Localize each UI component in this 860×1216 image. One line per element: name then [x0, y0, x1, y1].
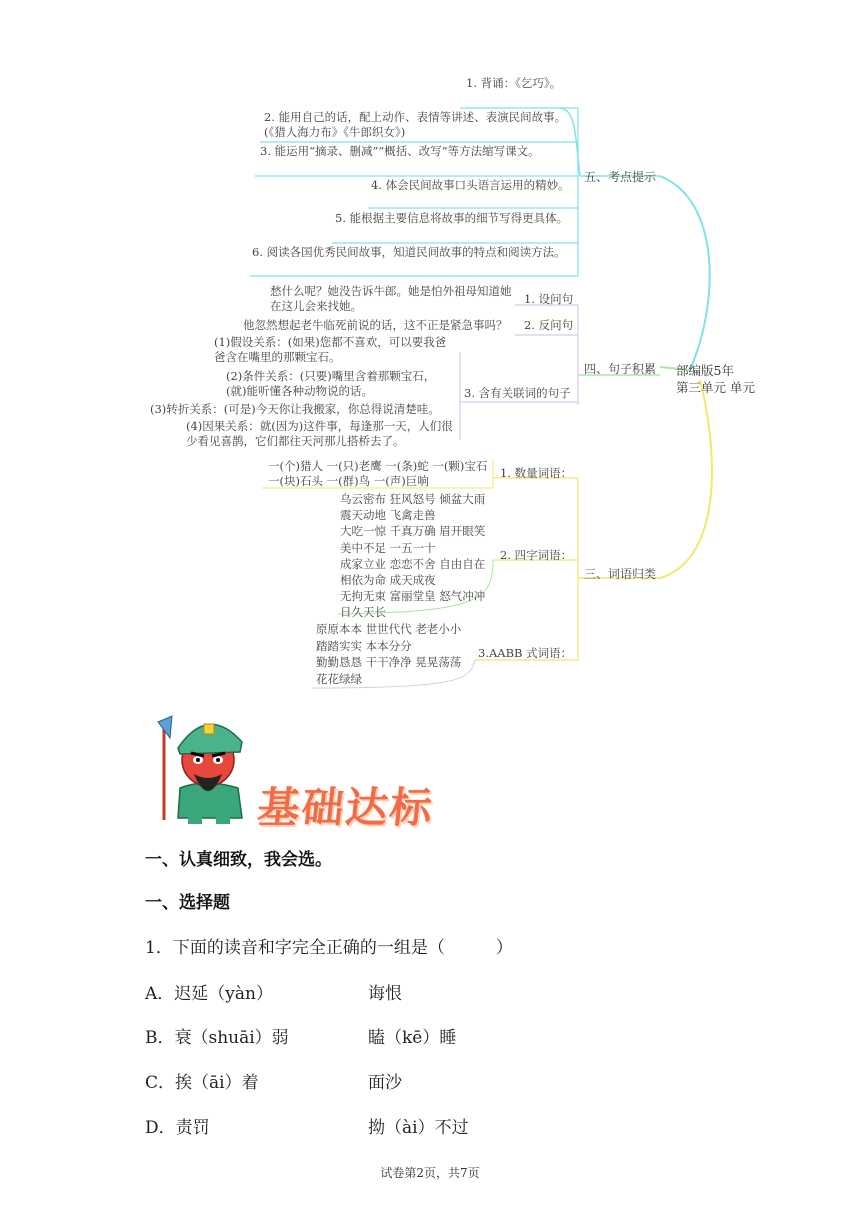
guanlian-item-3: (3)转折关系：(可是)今天你让我搬家，你总得说清楚哇。 — [150, 402, 440, 416]
sizi-line-7: 无拘无束 富丽堂皇 怒气冲冲 — [340, 589, 486, 604]
sizi-line-4: 美中不足 一五一十 — [340, 540, 436, 555]
option-a-left: A．迟延（yàn） — [145, 984, 273, 1004]
guanlian-item-2: (2)条件关系：(只要)嘴里含着那颗宝石，(就)能听懂各种动物说的话。 — [226, 369, 436, 398]
sizi-line-3: 大吃一惊 千真万确 眉开眼笑 — [340, 524, 486, 539]
ciyu-sub-shuliang: 1. 数量词语： — [500, 466, 573, 480]
sizi-line-5: 成家立业 恋恋不舍 自由自在 — [340, 556, 486, 571]
aabb-line-3: 勤勤恳恳 干干净净 晃晃荡荡 — [316, 655, 462, 669]
shuliang-line-1: 一(个)猎人 一(只)老鹰 一(条)蛇 一(颗)宝石 — [268, 459, 488, 473]
option-c[interactable] — [145, 1068, 259, 1093]
sizi-line-2: 震天动地 飞禽走兽 — [340, 508, 436, 523]
kaodian-item-5: 5. 能根据主要信息将故事的细节写得更具体。 — [335, 211, 569, 225]
guanlian-item-1: (1)假设关系：(如果)您都不喜欢，可以要我爸爸含在嘴里的那颗宝石。 — [214, 335, 447, 364]
option-b-left: B．衰（shuāi）弱 — [145, 1028, 289, 1048]
ciyu-sub-sizi: 2. 四字词语： — [500, 548, 573, 562]
page-footer: 试卷第2页，共7页 — [380, 1166, 480, 1180]
juzi-sub-guanlian: 3. 含有关联词的句子 — [464, 386, 571, 400]
kaodian-item-3: 3. 能运用“摘录、删减”“概括、改写”等方法缩写课文。 — [260, 144, 540, 158]
guanlian-item-4: (4)因果关系：就(因为)这件事，每逢那一天，人们很少看见喜鹊，它们都往天河那儿搭桥去了。 — [186, 419, 453, 448]
question-type-heading: 一、选择题 — [145, 893, 230, 913]
mindmap-root-line2: 第三单元 单元 — [676, 380, 755, 395]
sizi-line-6: 相依为命 成天成夜 — [340, 573, 436, 588]
guan-yu-mascot-icon — [150, 708, 260, 826]
option-a-right: 诲恨 — [368, 984, 402, 1004]
kaodian-item-1: 1. 背诵：《乞巧》。 — [466, 76, 562, 90]
aabb-line-4: 花花绿绿 — [316, 671, 362, 686]
mindmap-root — [676, 362, 766, 396]
sizi-line-1: 乌云密布 狂风怒号 倾盆大雨 — [340, 492, 486, 506]
mindmap-root-line1: 部编版5年 — [676, 363, 734, 378]
option-c-left: C．挨（āi）着 — [145, 1073, 259, 1093]
option-d[interactable] — [145, 1113, 210, 1138]
option-b-right: 瞌（kē）睡 — [368, 1028, 457, 1048]
branch-juzi: 四、句子积累 — [584, 362, 657, 376]
branch-ciyu: 三、词语归类 — [584, 567, 657, 581]
option-d-right: 拗（ài）不过 — [368, 1118, 469, 1138]
sizi-line-8: 日久天长 — [340, 605, 386, 620]
option-c-right: 面沙 — [368, 1073, 402, 1093]
option-a[interactable] — [145, 979, 273, 1004]
aabb-line-2: 踏踏实实 本本分分 — [316, 638, 412, 653]
kaodian-item-6: 6. 阅读各国优秀民间故事，知道民间故事的特点和阅读方法。 — [252, 245, 566, 259]
shewen-text: 愁什么呢？她没告诉牛郎。她是怕外祖母知道她在这儿会来找她。 — [270, 284, 512, 313]
ciyu-sub-aabb: 3.AABB 式词语： — [478, 646, 573, 660]
aabb-text — [316, 621, 461, 687]
question-stem: 1．下面的读音和字完全正确的一组是（ ） — [145, 938, 513, 958]
fanwen-text: 他忽然想起老牛临死前说的话，这不正是紧急事吗？ — [243, 318, 508, 332]
banner-title: 基础达标 — [255, 783, 437, 832]
shuliang-line-2: 一(块)石头 一(群)鸟 一(声)巨响 — [268, 474, 429, 488]
option-d-left: D．责罚 — [145, 1118, 210, 1138]
juzi-sub-fanwen: 2. 反问句 — [524, 318, 574, 332]
branch-kaodian: 五、考点提示 — [584, 170, 657, 184]
sizi-text — [340, 491, 485, 621]
aabb-line-1: 原原本本 世世代代 老老小小 — [316, 622, 462, 636]
kaodian-item-2: 2. 能用自己的话，配上动作、表情等讲述、表演民间故事。(《猎人海力布》《牛郎织女》) — [264, 110, 567, 139]
option-b[interactable] — [145, 1023, 289, 1048]
juzi-sub-shewen: 1. 设问句 — [524, 292, 574, 306]
section-heading: 一、认真细致，我会选。 — [145, 850, 332, 870]
kaodian-item-4: 4. 体会民间故事口头语言运用的精妙。 — [371, 178, 570, 192]
shuliang-text — [268, 459, 487, 489]
